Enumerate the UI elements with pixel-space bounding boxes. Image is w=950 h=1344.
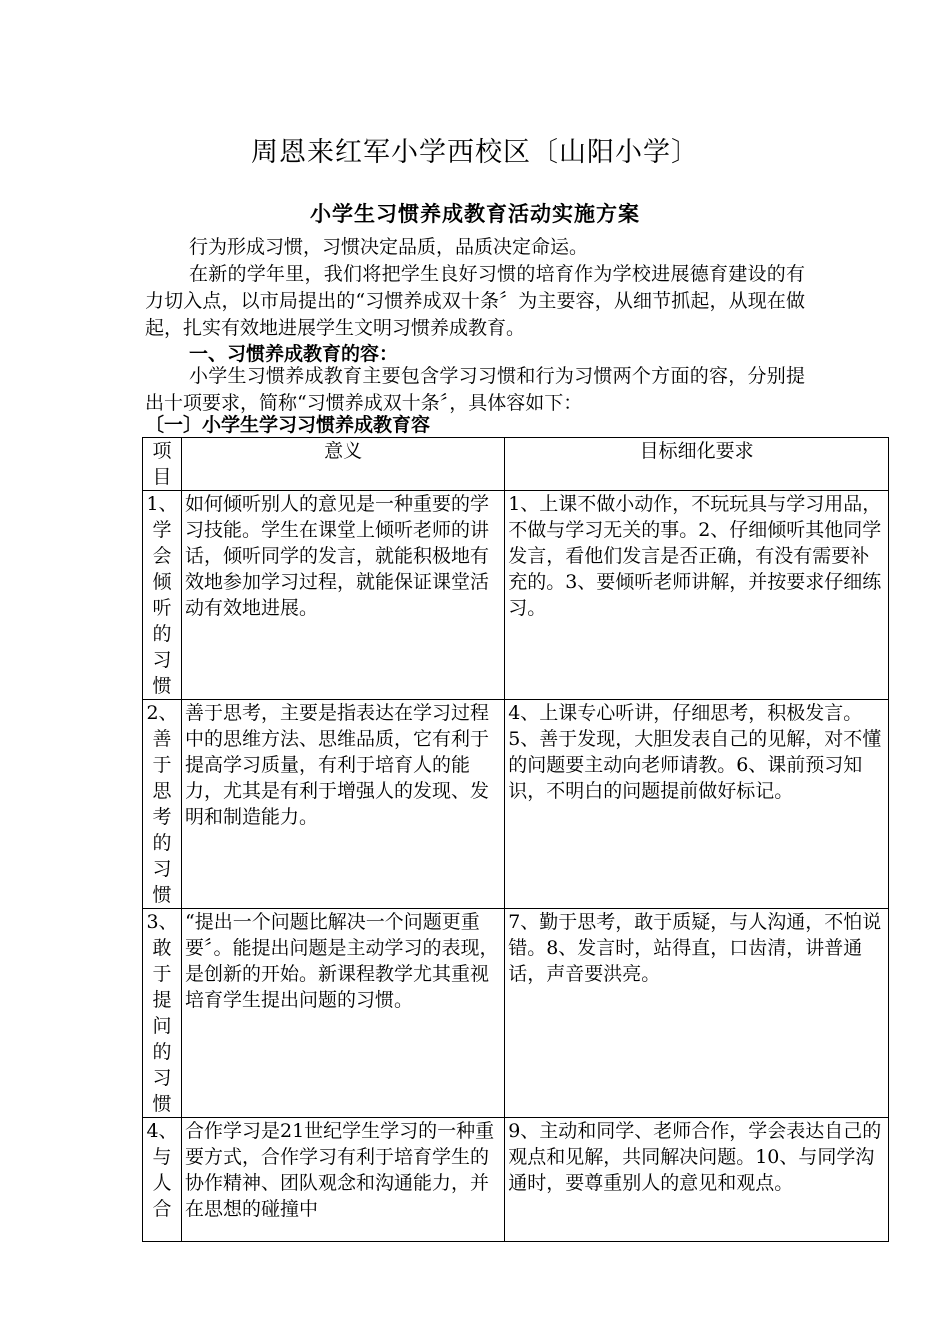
row-goal: 7、勤于思考，敢于质疑，与人沟通，不怕说错。8、发言时，站得直，口齿清，讲普通话，声音要洪亮。 <box>505 909 889 1118</box>
intro-paragraph-2: 在新的学年里，我们将把学生良好习惯的培育作为学校进展德育建设的有力切入点，以市局提出的“习惯养成双十条〞为主要容，从细节抓起，从现在做起，扎实有效地进展学生文明习惯养成教育。 <box>145 263 805 339</box>
row-item: 3、敢于提问的习惯 <box>143 909 182 1118</box>
section-1-text: 小学生习惯养成教育主要包含学习习惯和行为习惯两个方面的容，分别提出十项要求，简称“习惯养成双十条〞，具体容如下： <box>145 365 805 414</box>
row-item: 1、学会倾听的习惯 <box>143 491 182 700</box>
row-goal: 1、上课不做小动作，不玩玩具与学习用品，不做与学习无关的事。2、仔细倾听其他同学发言，看他们发言是否正确，有没有需要补充的。3、要倾听老师讲解，并按要求仔细练习。 <box>505 491 889 700</box>
study-habits-table <box>142 437 889 1242</box>
intro-paragraph-1: 行为形成习惯，习惯决定品质，品质决定命运。 <box>189 236 589 258</box>
table-row <box>143 1118 889 1242</box>
row-meaning: 合作学习是21世纪学生学习的一种重要方式，合作学习有利于培育学生的协作精神、团队观念和沟通能力，并在思想的碰撞中 <box>181 1118 504 1242</box>
header-item: 项目 <box>143 438 182 491</box>
row-goal: 9、主动和同学、老师合作，学会表达自己的观点和见解，共同解决问题。10、与同学沟通时，要尊重别人的意见和观点。 <box>505 1118 889 1242</box>
header-meaning: 意义 <box>181 438 504 491</box>
school-title: 周恩来红军小学西校区〔山阳小学〕 <box>251 137 699 168</box>
row-goal: 4、上课专心听讲，仔细思考，积极发言。5、善于发现，大胆发表自己的见解，对不懂的问题要主动向老师请教。6、课前预习知识，不明白的问题提前做好标记。 <box>505 700 889 909</box>
row-meaning: 如何倾听别人的意见是一种重要的学习技能。学生在课堂上倾听老师的讲话，倾听同学的发言，就能积极地有效地参加学习过程，就能保证课堂活动有效地进展。 <box>181 491 504 700</box>
table-caption: 〔一〕小学生学习习惯养成教育容 <box>145 414 431 436</box>
row-meaning: “提出一个问题比解决一个问题更重要〞。能提出问题是主动学习的表现，是创新的开始。新课程教学尤其重视培育学生提出问题的习惯。 <box>181 909 504 1118</box>
plan-title: 小学生习惯养成教育活动实施方案 <box>310 201 640 226</box>
section-1-heading: 一、习惯养成教育的容： <box>189 343 399 365</box>
row-item: 4、与人合 <box>143 1118 182 1242</box>
table-header-row <box>143 438 889 491</box>
row-item: 2、善于思考的习惯 <box>143 700 182 909</box>
table-row <box>143 491 889 700</box>
table-row <box>143 700 889 909</box>
header-goal: 目标细化要求 <box>505 438 889 491</box>
row-meaning: 善于思考，主要是指表达在学习过程中的思维方法、思维品质，它有利于提高学习质量，有利于培育人的能力，尤其是有利于增强人的发现、发明和制造能力。 <box>181 700 504 909</box>
table-row <box>143 909 889 1118</box>
